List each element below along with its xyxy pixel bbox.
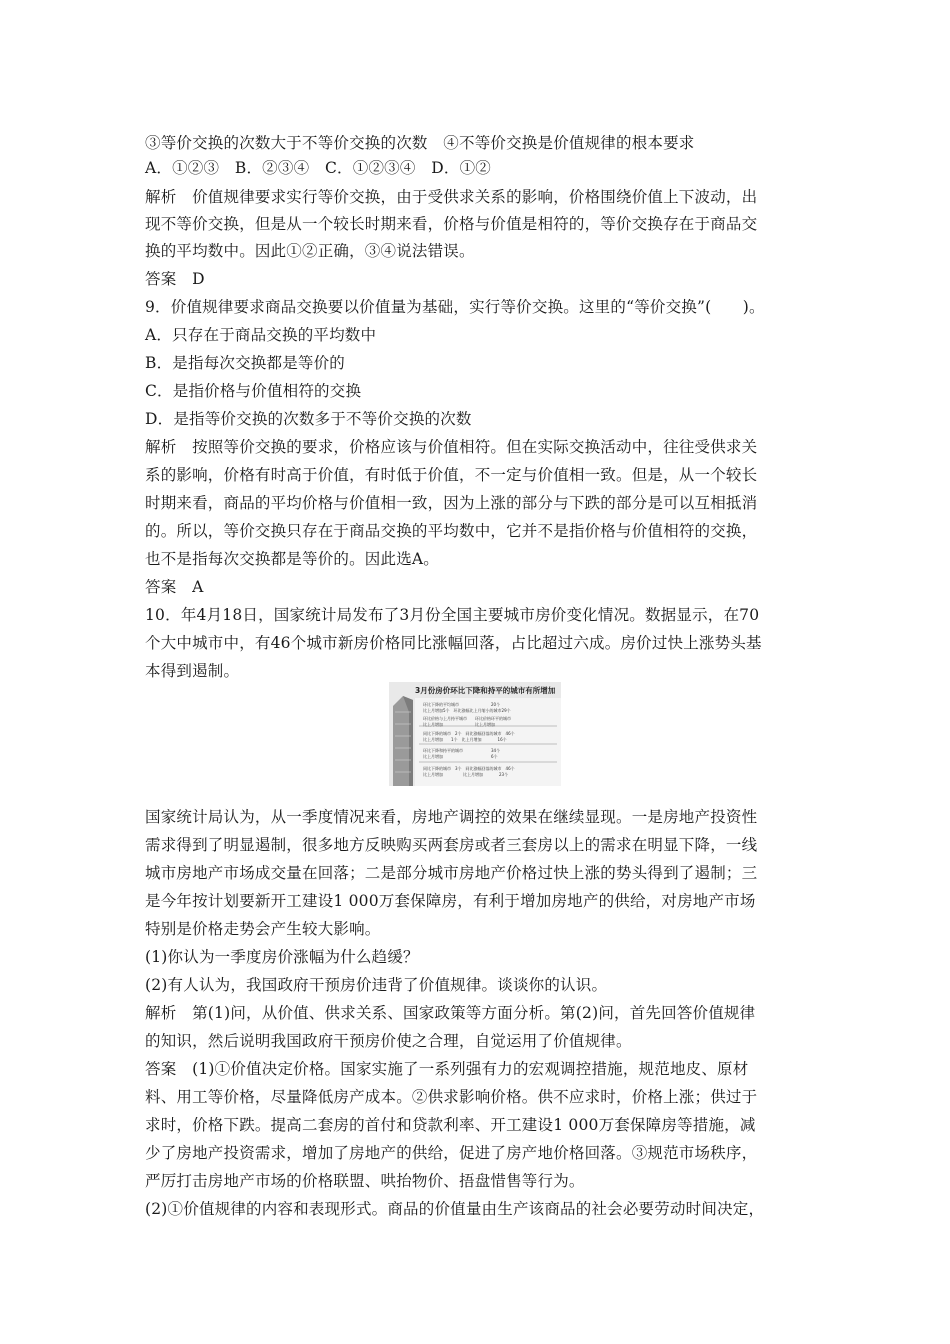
text-line: 答案 A bbox=[145, 578, 204, 596]
text-line: (1)你认为一季度房价涨幅为什么趋缓？ bbox=[145, 948, 419, 966]
text-line: 本得到遏制。 bbox=[145, 662, 240, 680]
text-line: 9．价值规律要求商品交换要以价值量为基础，实行等价交换。这里的“等价交换”( )。 bbox=[145, 298, 765, 316]
text-line: C．是指价格与价值相符的交换 bbox=[145, 382, 362, 400]
text-line: D．是指等价交换的次数多于不等价交换的次数 bbox=[145, 410, 472, 428]
figure-row: 同比下降的城市 2个 同比涨幅回落的城市 46个 bbox=[423, 731, 515, 736]
text-line: 系的影响，价格有时高于价值，有时低于价值，不一定与价值相一致。但是，从一个较长 bbox=[145, 466, 758, 484]
text-line: ③等价交换的次数大于不等价交换的次数 ④不等价交换是价值规律的根本要求 bbox=[145, 134, 695, 152]
text-line: 答案 D bbox=[145, 270, 205, 288]
text-line: A．①②③ B．②③④ C．①②③④ D．①② bbox=[145, 159, 491, 177]
text-line: 的知识，然后说明我国政府干预房价使之合理，自觉运用了价值规律。 bbox=[145, 1032, 632, 1050]
text-line: 特别是价格走势会产生较大影响。 bbox=[145, 920, 381, 938]
text-line: 国家统计局认为，从一季度情况来看，房地产调控的效果在继续显现。一是房地产投资性 bbox=[145, 808, 758, 826]
text-line: 个大中城市中，有46个城市新房价格同比涨幅回落，占比超过六成。房价过快上涨势头基 bbox=[145, 634, 762, 652]
text-line: 城市房地产市场成交量在回落；二是部分城市房地产价格过快上涨的势头得到了遏制；三 bbox=[145, 864, 758, 882]
figure-row: 比上月增加 比上月增加 bbox=[423, 722, 495, 727]
text-line: 料、用工等价格，尽量降低房产成本。②供求影响价格。供不应求时，价格上涨；供过于 bbox=[145, 1088, 758, 1106]
text-line: (2)有人认为，我国政府干预房价违背了价值规律。谈谈你的认识。 bbox=[145, 976, 608, 994]
text-line: 是今年按计划要新开工建设1 000万套保障房，有利于增加房地产的供给，对房地产市场 bbox=[145, 892, 756, 910]
text-line: 严厉打击房地产市场的价格联盟、哄抬物价、捂盘惜售等行为。 bbox=[145, 1172, 585, 1190]
figure-row: 同比下降的城市 3个 同比涨幅回落的城市 46个 bbox=[423, 766, 515, 771]
text-line: (2)①价值规律的内容和表现形式。商品的价值量由生产该商品的社会必要劳动时间决定， bbox=[145, 1200, 765, 1218]
figure-row: 环比下降的平均城市 20个 bbox=[423, 702, 501, 707]
text-line: 答案 (1)①价值决定价格。国家实施了一系列强有力的宏观调控措施，规范地皮、原材 bbox=[145, 1060, 749, 1078]
text-line: 解析 第(1)问，从价值、供求关系、国家政策等方面分析。第(2)问，首先回答价值规律 bbox=[145, 1004, 756, 1022]
figure-row: 比上月增加 6个 bbox=[423, 754, 498, 759]
figure-row: 环比价格与上月持平城市 环比价格环平的城市 bbox=[423, 716, 511, 721]
housing-price-figure bbox=[389, 682, 561, 786]
text-line: 时期来看，商品的平均价格与价值相一致，因为上涨的部分与下跌的部分是可以互相抵消 bbox=[145, 494, 758, 512]
text-line: 也不是指每次交换都是等价的。因此选A。 bbox=[145, 550, 439, 568]
text-line: 求时，价格下跌。提高二套房的首付和贷款利率、开工建设1 000万套保障房等措施，减 bbox=[145, 1116, 756, 1134]
text-line: 少了房地产投资需求，增加了房地产的供给，促进了房产地价格回落。③规范市场秩序， bbox=[145, 1144, 758, 1162]
text-line: 的。所以，等价交换只存在于商品交换的平均数中，它并不是指价格与价值相符的交换， bbox=[145, 522, 758, 540]
text-line: B．是指每次交换都是等价的 bbox=[145, 354, 345, 372]
text-line: 现不等价交换，但是从一个较长时期来看，价格与价值是相符的，等价交换存在于商品交 bbox=[145, 215, 758, 233]
figure-row: 比上月增加5个 环比涨幅比上月缩小的城市29个 bbox=[423, 708, 511, 713]
figure-row: 比上月增加 1个 比上月增加 16个 bbox=[423, 737, 507, 742]
text-line: 需求得到了明显遏制，很多地方反映购买两套房或者三套房以上的需求在明显下降，一线 bbox=[145, 836, 758, 854]
text-line: 解析 价值规律要求实行等价交换，由于受供求关系的影响，价格围绕价值上下波动，出 bbox=[145, 188, 758, 206]
text-line: 解析 按照等价交换的要求，价格应该与价值相符。但在实际交换活动中，往往受供求关 bbox=[145, 438, 758, 456]
figure-row: 比上月增加 比上月增加 23个 bbox=[423, 772, 509, 777]
text-line: 换的平均数中。因此①②正确，③④说法错误。 bbox=[145, 242, 475, 260]
text-line: A．只存在于商品交换的平均数中 bbox=[145, 326, 377, 344]
figure-row: 环比下降和持平的城市 34个 bbox=[423, 748, 501, 753]
figure-title: 3月份房价环比下降和持平的城市有所增加 bbox=[415, 686, 556, 695]
text-line: 10．年4月18日，国家统计局发布了3月份全国主要城市房价变化情况。数据显示，在70 bbox=[145, 606, 760, 624]
